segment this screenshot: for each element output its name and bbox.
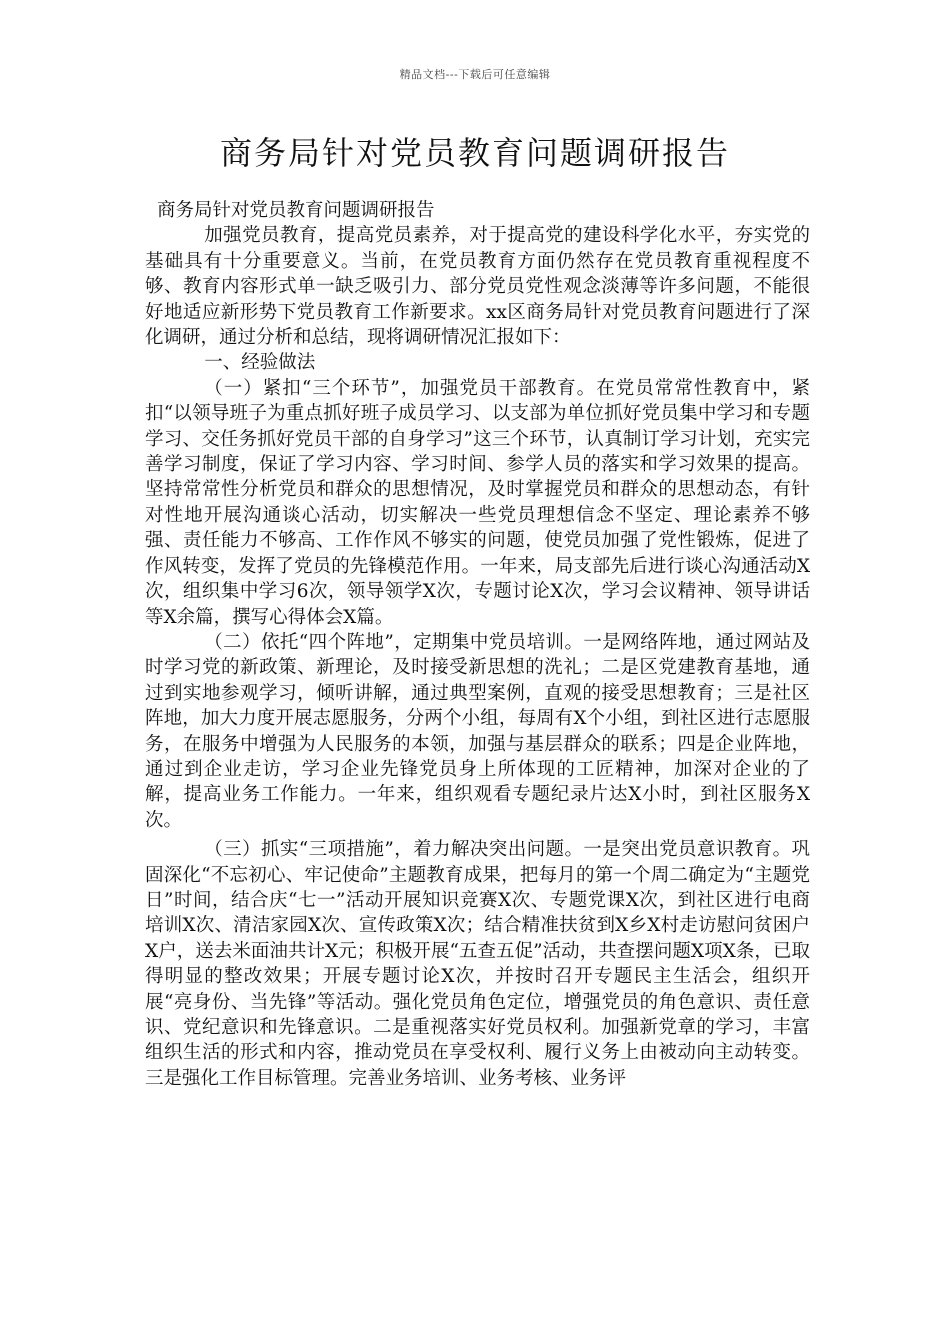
document-body — [145, 198, 810, 1091]
body-paragraph-1: （一）紧扣“三个环节”，加强党员干部教育。在党员常常性教育中，紧扣“以领导班子为重点抓好班子成员学习、以支部为单位抓好党员集中学习和专题学习、交任务抓好党员干部的自身学习”这三个环节，认真制订学习计划，充实完善学习制度，保证了学习内容、学习时间、参学人员的落实和学习效果的提高。坚持常常性分析党员和群众的思想情况，及时掌握党员和群众的思想动态，有针对性地开展沟通谈心活动，切实解决一些党员理想信念不坚定、理论素养不够强、责任能力不够高、工作作风不够实的问题，使党员加强了党性锻炼，促进了作风转变，发挥了党员的先锋模范作用。一年来，局支部先后进行谈心沟通活动X次，组织集中学习6次，领导领学X次，专题讨论X次，学习会议精神、领导讲话等X余篇，撰写心得体会X篇。 — [145, 377, 810, 628]
document-subtitle: 商务局针对党员教育问题调研报告 — [157, 200, 435, 221]
page-header-note: 精品文档---下载后可任意编辑 — [399, 68, 551, 81]
body-paragraph-2: （二）依托“四个阵地”，定期集中党员培训。一是网络阵地，通过网站及时学习党的新政策、新理论，及时接受新思想的洗礼；二是区党建教育基地，通过到实地参观学习，倾听讲解，通过典型案例，直观的接受思想教育；三是社区阵地，加大力度开展志愿服务，分两个小组，每周有X个小组，到社区进行志愿服务，在服务中增强为人民服务的本领，加强与基层群众的联系；四是企业阵地，通过到企业走访，学习企业先锋党员身上所体现的工匠精神，加深对企业的了解，提高业务工作能力。一年来，组织观看专题纪录片达X小时，到社区服务X次。 — [145, 631, 810, 831]
section-heading: 一、经验做法 — [204, 352, 316, 374]
intro-paragraph: 加强党员教育，提高党员素养，对于提高党的建设科学化水平，夯实党的基础具有十分重要意义。当前，在党员教育方面仍然存在党员教育重视程度不够、教育内容形式单一缺乏吸引力、部分党员党性观念淡薄等许多问题，不能很好地适应新形势下党员教育工作新要求。xx区商务局针对党员教育问题进行了深化调研，通过分析和总结，现将调研情况汇报如下： — [145, 225, 810, 349]
body-paragraph-3: （三）抓实“三项措施”，着力解决突出问题。一是突出党员意识教育。巩固深化“不忘初心、牢记使命”主题教育成果，把每月的第一个周二确定为“主题党日”时间，结合庆“七一”活动开展知识竞赛X次、专题党课X次，到社区进行电商培训X次、清洁家园X次、宣传政策X次；结合精准扶贫到X乡X村走访慰问贫困户X户，送去米面油共计X元；积极开展“五查五促”活动，共查摆问题X项X条，已取得明显的整改效果；开展专题讨论X次，并按时召开专题民主生活会，组织开展“亮身份、当先锋”等活动。强化党员角色定位，增强党员的角色意识、责任意识、党纪意识和先锋意识。二是重视落实好党员权利。加强新党章的学习，丰富组织生活的形式和内容，推动党员在享受权利、履行义务上由被动向主动转变。三是强化工作目标管理。完善业务培训、业务考核、业务评 — [145, 839, 810, 1089]
document-title: 商务局针对党员教育问题调研报告 — [219, 134, 730, 172]
